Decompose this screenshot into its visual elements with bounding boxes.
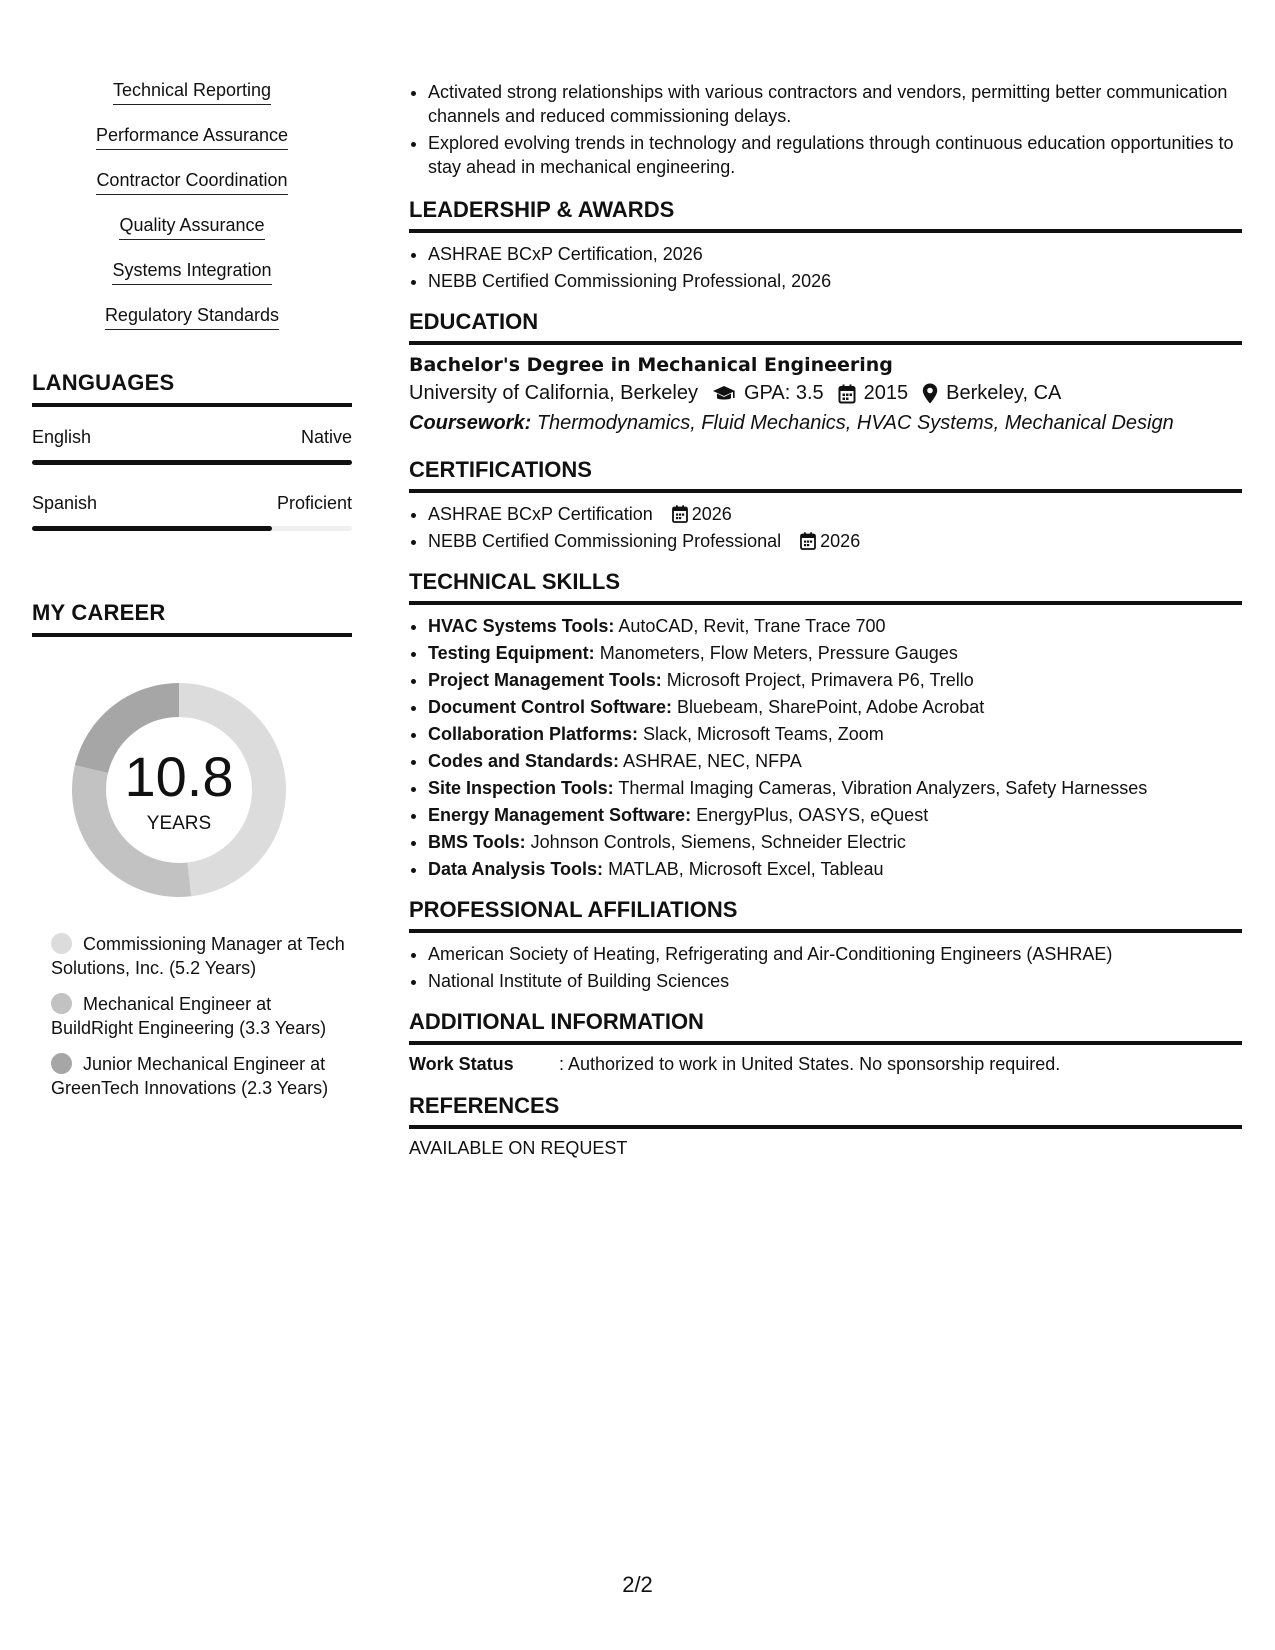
graduation-cap-icon: [712, 385, 736, 403]
legend-dot: [51, 993, 72, 1014]
skill-item: Systems Integration: [32, 260, 352, 287]
certification-date: 2026: [691, 504, 732, 524]
career-donut-chart: [66, 677, 292, 903]
languages-heading: LANGUAGES: [32, 370, 352, 407]
career-legend-item: Junior Mechanical Engineer at GreenTech Innovations (2.3 Years): [51, 1054, 329, 1098]
technical-skill-item: • BMS Tools: Johnson Controls, Siemens, Schneider Electric: [428, 830, 1242, 854]
technical-skill-item: • Testing Equipment: Manometers, Flow Meters, Pressure Gauges: [428, 641, 1242, 665]
skill-item: Quality Assurance: [32, 215, 352, 242]
legend-dot: [51, 1053, 72, 1074]
education-coursework: [409, 412, 1242, 435]
education-heading: EDUCATION: [409, 309, 1242, 345]
language-level: Proficient: [276, 493, 352, 513]
language-item: [32, 493, 352, 531]
leadership-section: [409, 197, 1242, 293]
leadership-heading: LEADERSHIP & AWARDS: [409, 197, 1242, 233]
career-total-unit: YEARS: [146, 813, 212, 834]
leadership-item: • NEBB Certified Commissioning Professional, 2026: [428, 269, 1242, 293]
work-status-row: [409, 1054, 1242, 1075]
education-degree: Bachelor's Degree in Mechanical Engineering: [409, 354, 893, 376]
references-section: [409, 1093, 1242, 1159]
left-column: [32, 80, 352, 1098]
skill-item: Technical Reporting: [32, 80, 352, 107]
career-legend: [32, 932, 352, 1100]
education-gpa: GPA: 3.5: [744, 382, 824, 404]
technical-skill-item: • Project Management Tools: Microsoft Project, Primavera P6, Trello: [428, 668, 1242, 692]
language-name: English: [32, 427, 92, 447]
technical-skills-heading: TECHNICAL SKILLS: [409, 569, 1242, 605]
work-status-label: Work Status: [409, 1054, 514, 1074]
references-heading: REFERENCES: [409, 1093, 1242, 1129]
skill-item: Contractor Coordination: [32, 170, 352, 197]
language-proficiency-fill: [32, 526, 272, 531]
calendar-icon: [800, 532, 816, 550]
career-total-years: 10.8: [124, 745, 234, 808]
education-school: University of California, Berkeley: [409, 382, 698, 404]
calendar-icon: [838, 384, 856, 404]
education-location: Berkeley, CA: [946, 382, 1062, 404]
additional-info-heading: ADDITIONAL INFORMATION: [409, 1009, 1242, 1045]
additional-info-section: [409, 1009, 1242, 1075]
career-section: [32, 600, 352, 1112]
affiliations-heading: PROFESSIONAL AFFILIATIONS: [409, 897, 1242, 933]
career-heading: MY CAREER: [32, 600, 352, 637]
technical-skills-section: [409, 569, 1242, 881]
technical-skill-item: • HVAC Systems Tools: AutoCAD, Revit, Trane Trace 700: [428, 614, 1242, 638]
affiliation-item: • National Institute of Building Sciences: [428, 969, 1242, 993]
language-name: Spanish: [32, 493, 98, 513]
work-status-value: : Authorized to work in United States. No sponsorship required.: [559, 1054, 1061, 1074]
technical-skill-item: • Collaboration Platforms: Slack, Microsoft Teams, Zoom: [428, 722, 1242, 746]
education-section: [409, 309, 1242, 435]
career-legend-item: Mechanical Engineer at BuildRight Engineering (3.3 Years): [51, 994, 327, 1038]
page-number: 2/2: [622, 1572, 653, 1597]
technical-skill-item: • Document Control Software: Bluebeam, SharePoint, Adobe Acrobat: [428, 695, 1242, 719]
certifications-section: [409, 457, 1242, 553]
map-pin-icon: [922, 383, 938, 404]
skill-item: Performance Assurance: [32, 125, 352, 152]
experience-bullet: • Explored evolving trends in technology and regulations through continuous education opportunities to stay ahead in mechanical engineering.: [428, 131, 1242, 179]
career-legend-item: Commissioning Manager at Tech Solutions, Inc. (5.2 Years): [51, 934, 345, 978]
education-year: 2015: [863, 382, 909, 404]
technical-skill-item: • Data Analysis Tools: MATLAB, Microsoft Excel, Tableau: [428, 857, 1242, 881]
certification-date: 2026: [820, 531, 861, 551]
technical-skill-item: • Codes and Standards: ASHRAE, NEC, NFPA: [428, 749, 1242, 773]
language-item: [32, 427, 352, 465]
coursework-value: Thermodynamics, Fluid Mechanics, HVAC Systems, Mechanical Design: [536, 412, 1174, 434]
experience-bullets: [409, 80, 1242, 179]
certifications-heading: CERTIFICATIONS: [409, 457, 1242, 493]
skills-list: [32, 80, 352, 332]
language-proficiency-bar: [32, 526, 352, 531]
leadership-item: • ASHRAE BCxP Certification, 2026: [428, 242, 1242, 266]
right-column: [409, 80, 1242, 1159]
affiliation-item: • American Society of Heating, Refrigerating and Air-Conditioning Engineers (ASHRAE): [428, 942, 1242, 966]
calendar-icon: [672, 505, 688, 523]
language-proficiency-bar: [32, 460, 352, 465]
certification-item: • NEBB Certified Commissioning Professional 2026: [428, 529, 1242, 553]
certification-item: • ASHRAE BCxP Certification 2026: [428, 502, 1242, 526]
language-level: Native: [300, 427, 352, 447]
affiliations-section: [409, 897, 1242, 993]
language-proficiency-fill: [32, 460, 352, 465]
experience-bullet: • Activated strong relationships with various contractors and vendors, permitting better communication channels and reduced commissioning delays.: [428, 80, 1242, 128]
languages-section: [32, 370, 352, 531]
technical-skill-item: • Site Inspection Tools: Thermal Imaging Cameras, Vibration Analyzers, Safety Harnesses: [428, 776, 1242, 800]
education-details: [409, 382, 1242, 405]
references-text: AVAILABLE ON REQUEST: [409, 1138, 628, 1158]
technical-skill-item: • Energy Management Software: EnergyPlus, OASYS, eQuest: [428, 803, 1242, 827]
skill-item: Regulatory Standards: [32, 305, 352, 332]
coursework-label: Coursework:: [409, 412, 532, 434]
